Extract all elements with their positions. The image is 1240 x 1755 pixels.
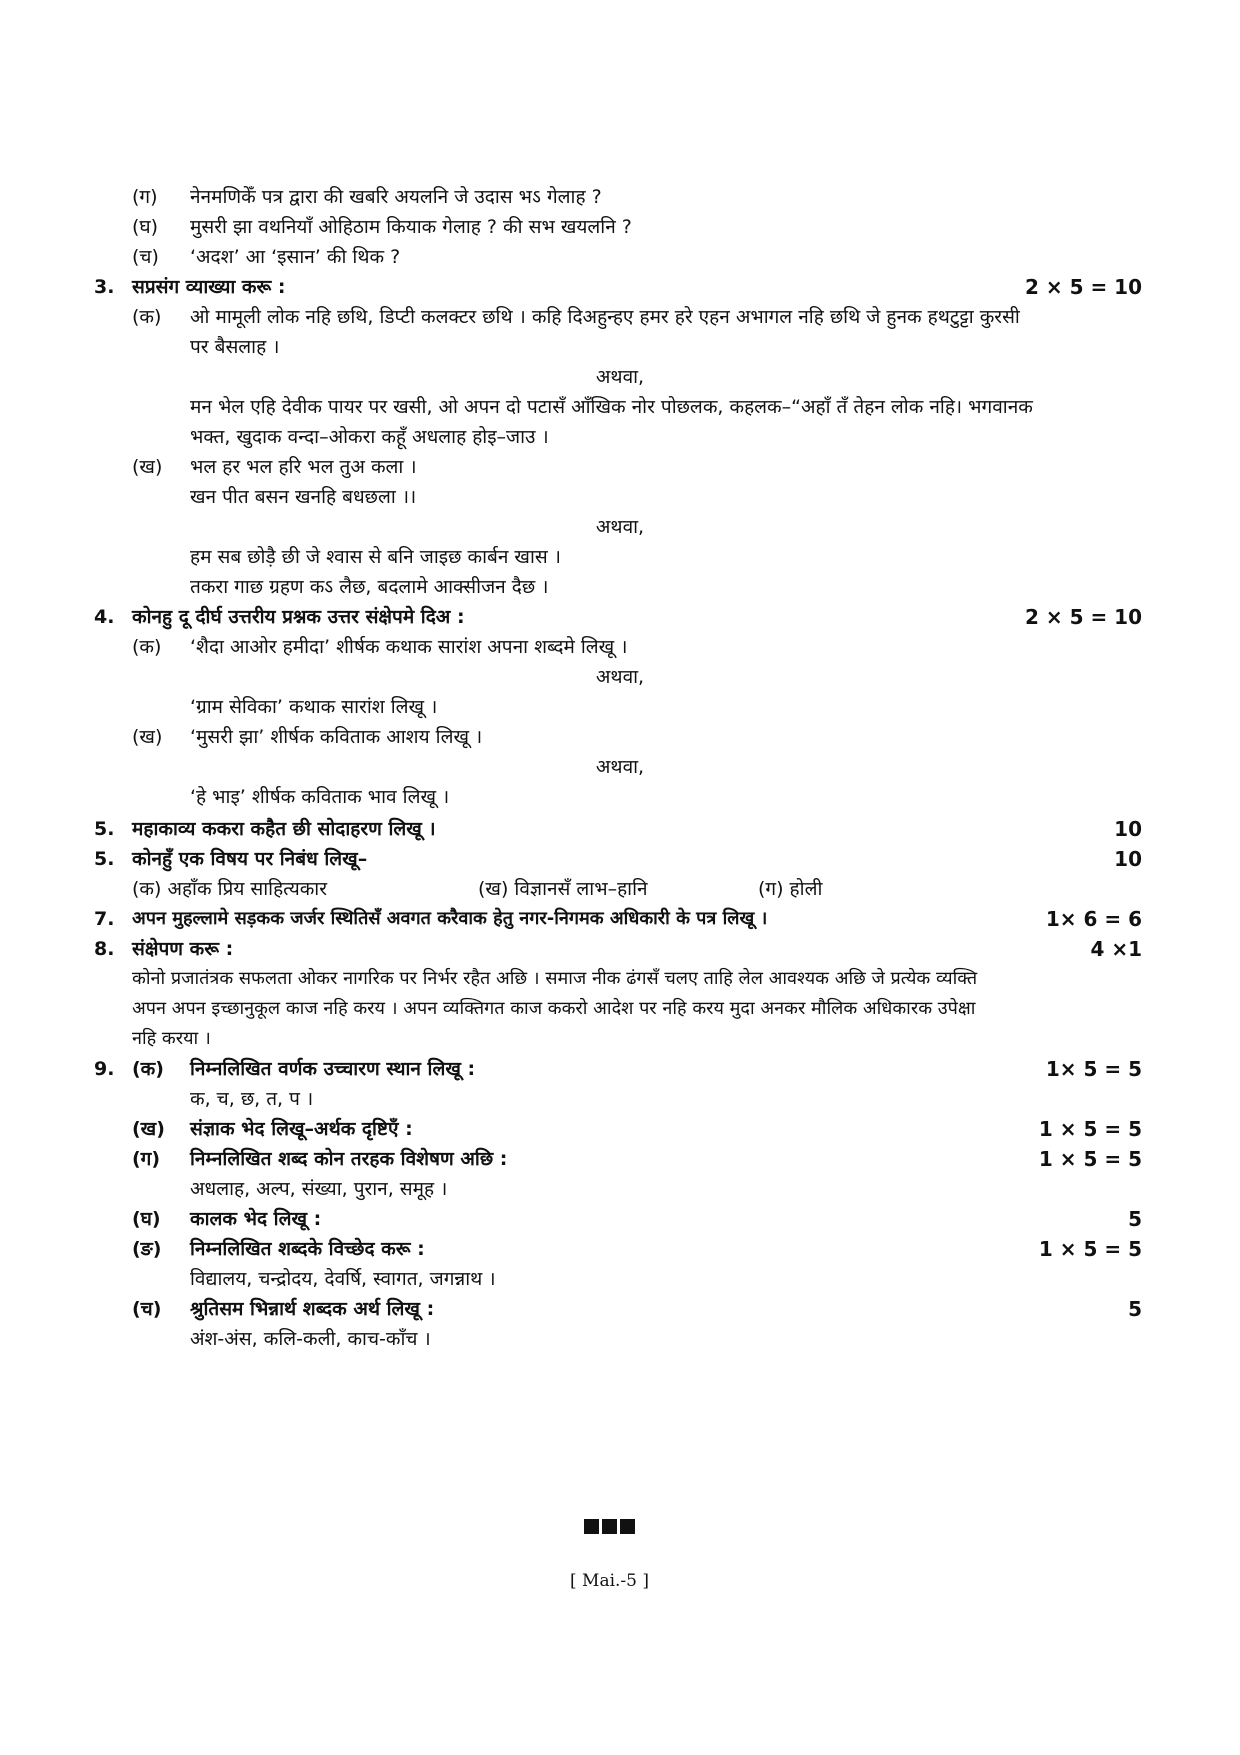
q5a-marks: 10: [1114, 817, 1142, 841]
q3-alt-line2: भक्त, खुदाक वन्दा–ओकरा कहूँ अधलाह होइ–जाउ ।: [190, 426, 549, 448]
q9-ka-tag: (क): [132, 1058, 164, 1080]
q2-gha-text: मुसरी झा वथनियाँ ओहिठाम कियाक गेलाह ? की सभ खयलनि ?: [190, 216, 632, 238]
q9-nga-title: निम्नलिखित शब्दके विच्छेद करू :: [190, 1238, 425, 1260]
q4-athva-2: अथवा,: [595, 756, 645, 778]
q8-marks: 4 ×1: [1090, 937, 1142, 961]
q3-ka-line1: ओ मामूली लोक नहि छथि, डिप्टी कलक्टर छथि । कहि दिअहुन्हए हमर हरे एहन अभागल नहि छथि जे हुनक हथटुट्टा कुरसी: [190, 306, 1020, 328]
q8-passage-line1: कोनो प्रजातंत्रक सफलता ओकर नागरिक पर निर्भर रहैत अछि । समाज नीक ढंगसँ चलए ताहि लेल आवश्यक अछि जे प्रत्येक व्यक्ति: [132, 968, 978, 989]
q9-nga-marks: 1 × 5 = 5: [1038, 1237, 1142, 1261]
q3-athva-2: अथवा,: [595, 516, 645, 538]
q4-title: कोनहु दू दीर्घ उत्तरीय प्रश्नक उत्तर संक्षेपमे दिअ :: [132, 606, 465, 628]
q7-marks: 1× 6 = 6: [1045, 907, 1142, 931]
q3-alt-line1: मन भेल एहि देवीक पायर पर खसी, ओ अपन दो पटासँ आँखिक नोर पोछलक, कहलक–“अहाँ तँ तेहन लोक नहि। भगवानक: [190, 396, 1033, 418]
q9-cha-tag: (च): [132, 1298, 162, 1320]
q9-nga-tag: (ङ): [132, 1238, 162, 1260]
page-footer: [ Mai.-5 ]: [570, 1571, 650, 1591]
q3-alt2-line1: हम सब छोड़ै छी जे श्वास से बनि जाइछ कार्बन खास ।: [190, 546, 561, 568]
q7-number: 7.: [94, 908, 115, 930]
q9-kha-tag: (ख): [132, 1118, 165, 1140]
q5b-option-ka: (क) अहाँक प्रिय साहित्यकार: [132, 878, 327, 900]
q5b-number: 5.: [94, 848, 115, 870]
q9-gha-title: कालक भेद लिखू :: [190, 1208, 322, 1230]
q3-alt2-line2: तकरा गाछ ग्रहण कऽ लैछ, बदलामे आक्सीजन दैछ ।: [190, 576, 549, 598]
q3-athva-1: अथवा,: [595, 366, 645, 388]
q9-cha-title: श्रुतिसम भिन्नार्थ शब्दक अर्थ लिखू :: [190, 1298, 435, 1320]
q3-marks: 2 × 5 = 10: [1024, 275, 1142, 299]
q9-ka-marks: 1× 5 = 5: [1045, 1057, 1142, 1081]
q4-ka-text: ‘शैदा आओर हमीदा’ शीर्षक कथाक सारांश अपना शब्दमे लिखू ।: [190, 636, 628, 658]
q7-title: अपन मुहल्लामे सड़कक जर्जर स्थितिसँ अवगत करैवाक हेतु नगर-निगमक अधिकारी के पत्र लिखू ।: [132, 908, 768, 929]
q9-ga-title: निम्नलिखित शब्द कोन तरहक विशेषण अछि :: [190, 1148, 508, 1170]
q3-ka-tag: (क): [132, 306, 162, 328]
q2-ga-tag: (ग): [132, 186, 158, 208]
q2-cha-tag: (च): [132, 246, 159, 268]
q9-ka-title: निम्नलिखित वर्णक उच्चारण स्थान लिखू :: [190, 1058, 476, 1080]
q9-ga-marks: 1 × 5 = 5: [1038, 1147, 1142, 1171]
q9-kha-marks: 1 × 5 = 5: [1038, 1117, 1142, 1141]
q2-cha-text: ‘अदश’ आ ‘इसान’ की थिक ?: [190, 246, 401, 268]
q9-ka-body: क, च, छ, त, प ।: [190, 1088, 314, 1110]
q9-cha-marks: 5: [1128, 1297, 1142, 1321]
q3-kha-tag: (ख): [132, 456, 163, 478]
q9-cha-body: अंश-अंस, कलि-कली, काच-काँच ।: [190, 1328, 431, 1350]
q5b-option-kha: (ख) विज्ञानसँ लाभ–हानि: [478, 878, 648, 900]
q3-title: सप्रसंग व्याख्या करू :: [132, 276, 286, 298]
q3-kha-line1: भल हर भल हरि भल तुअ कला ।: [190, 456, 417, 478]
q9-kha-title: संज्ञाक भेद लिखू–अर्थक दृष्टिएँ :: [190, 1118, 413, 1140]
q5a-title: महाकाव्य ककरा कहैत छी सोदाहरण लिखू ।: [132, 818, 436, 840]
q3-number: 3.: [94, 276, 115, 298]
q8-passage-line3: नहि करया ।: [132, 1028, 211, 1049]
q3-ka-line2: पर बैसलाह ।: [190, 336, 280, 358]
q4-kha-tag: (ख): [132, 726, 163, 748]
q5b-option-ga: (ग) होली: [758, 878, 823, 900]
q5b-title: कोनहुँ एक विषय पर निबंध लिखू–: [132, 848, 368, 870]
q9-ga-tag: (ग): [132, 1148, 161, 1170]
q9-nga-body: विद्यालय, चन्द्रोदय, देवर्षि, स्वागत, जगन्नाथ ।: [190, 1268, 496, 1290]
q5b-marks: 10: [1114, 847, 1142, 871]
q8-number: 8.: [94, 938, 115, 960]
q8-passage-line2: अपन अपन इच्छानुकूल काज नहि करय । अपन व्यक्तिगत काज ककरो आदेश पर नहि करय मुदा अनकर मौलिक अधिकारक उपेक्षा: [132, 998, 976, 1019]
end-marker-squares: [584, 1519, 638, 1538]
q2-ga-text: नेनमणिकेँ पत्र द्वारा की खबरि अयलनि जे उदास भऽ गेलाह ?: [190, 186, 602, 208]
q4-marks: 2 × 5 = 10: [1024, 605, 1142, 629]
q9-gha-tag: (घ): [132, 1208, 161, 1230]
q4-kha-alt: ‘हे भाइ’ शीर्षक कविताक भाव लिखू ।: [190, 786, 450, 808]
q4-ka-tag: (क): [132, 636, 162, 658]
q8-title: संक्षेपण करू :: [132, 938, 234, 960]
q3-kha-line2: खन पीत बसन खनहि बधछला ।।: [190, 486, 417, 508]
q4-athva-1: अथवा,: [595, 666, 645, 688]
q2-gha-tag: (घ): [132, 216, 159, 238]
q4-ka-alt: ‘ग्राम सेविका’ कथाक सारांश लिखू ।: [190, 696, 438, 718]
q4-kha-text: ‘मुसरी झा’ शीर्षक कविताक आशय लिखू ।: [190, 726, 483, 748]
q9-ga-body: अधलाह, अल्प, संख्या, पुरान, समूह ।: [190, 1178, 448, 1200]
q5a-number: 5.: [94, 818, 115, 840]
q4-number: 4.: [94, 606, 115, 628]
q9-gha-marks: 5: [1128, 1207, 1142, 1231]
q9-number: 9.: [94, 1058, 115, 1080]
